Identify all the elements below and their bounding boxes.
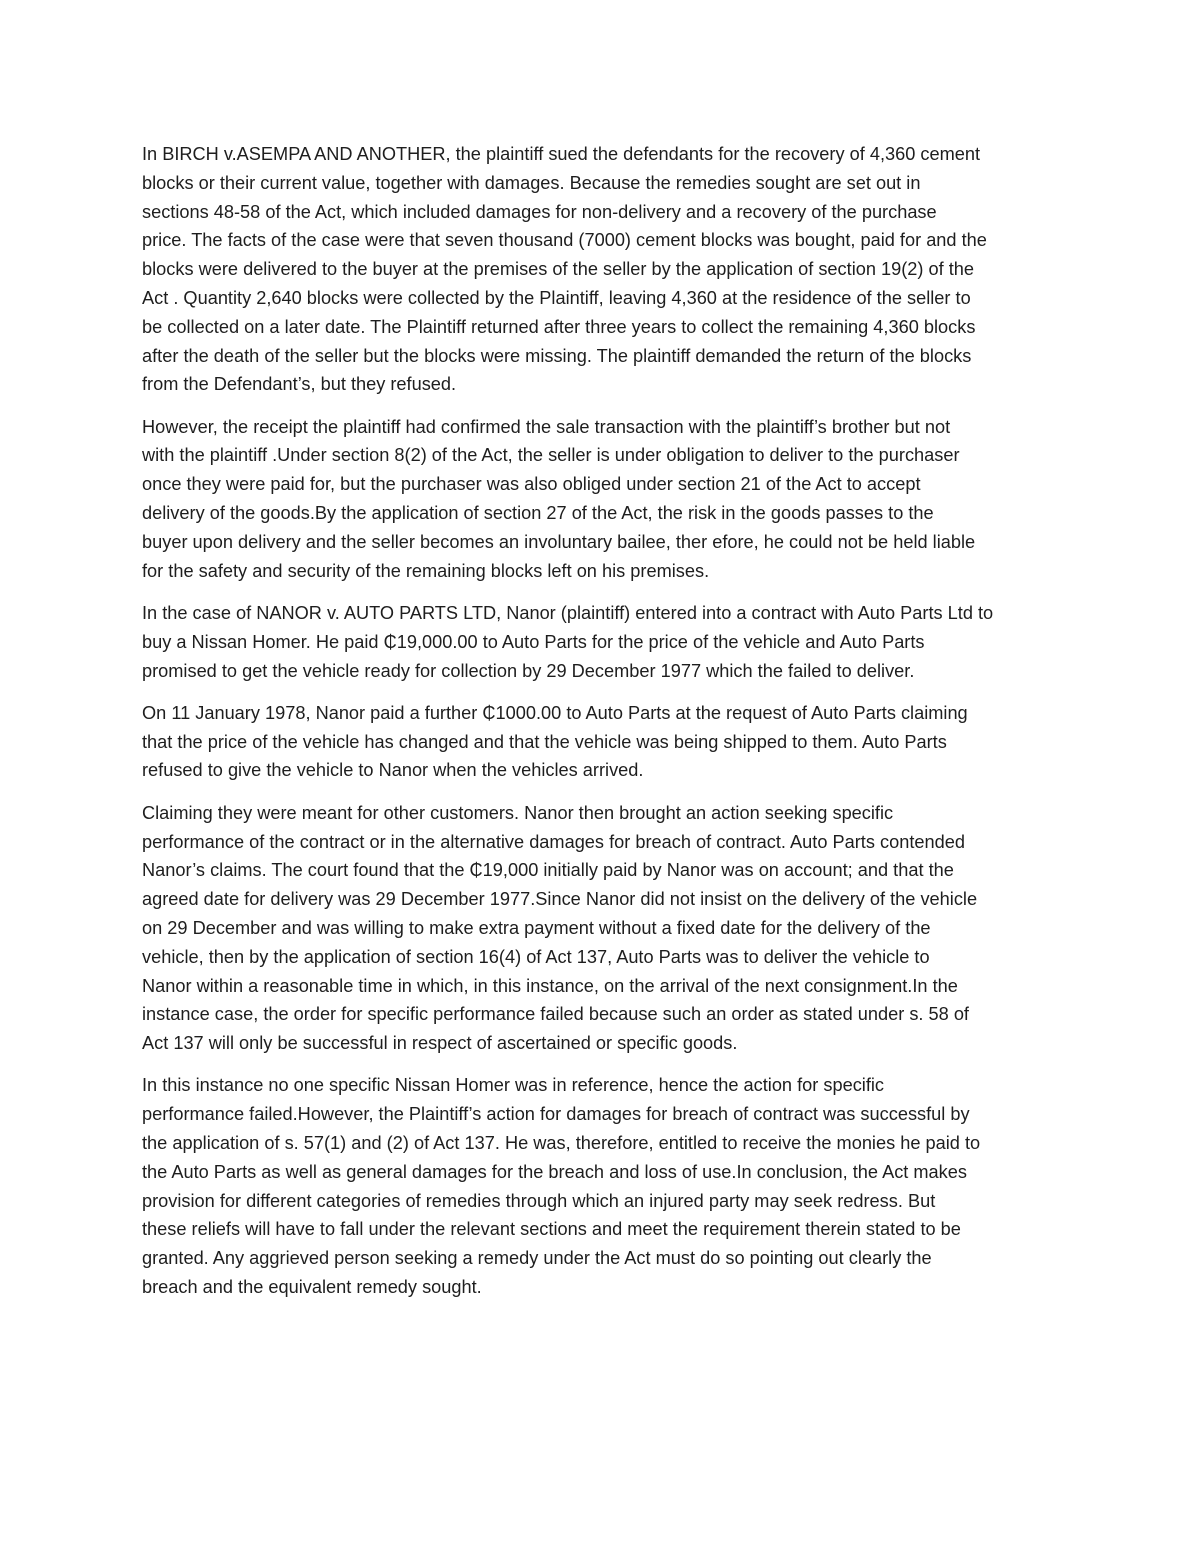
text-line: buyer upon delivery and the seller becomes an involuntary bailee, ther efore, he could not be held liable [142,531,976,552]
document-body [142,140,1066,1315]
text-line: after the death of the seller but the blocks were missing. The plaintiff demanded the return of the blocks [142,345,972,366]
paragraph-nanor-v-auto-parts [142,599,1066,685]
text-line: provision for different categories of remedies through which an injured party may seek redress. But [142,1190,936,1211]
text-line: for the safety and security of the remaining blocks left on his premises. [142,560,710,581]
text-line: the Auto Parts as well as general damages for the breach and loss of use.In conclusion, the Act makes [142,1161,967,1182]
text-line: Act . Quantity 2,640 blocks were collected by the Plaintiff, leaving 4,360 at the residence of the seller to [142,287,971,308]
text-line: In BIRCH v.ASEMPA AND ANOTHER, the plaintiff sued the defendants for the recovery of 4,360 cement [142,144,981,164]
text-line: In the case of NANOR v. AUTO PARTS LTD, Nanor (plaintiff) entered into a contract with Auto Parts Ltd to [142,602,994,623]
text-line: Act 137 will only be successful in respect of ascertained or specific goods. [142,1033,738,1054]
text-line: On 11 January 1978, Nanor paid a further ₵1000.00 to Auto Parts at the request of Auto Parts claiming [142,702,968,723]
text-line: agreed date for delivery was 29 December 1977.Since Nanor did not insist on the delivery of the vehicle [142,889,978,910]
text-line: be collected on a later date. The Plaintiff returned after three years to collect the remaining 4,360 blocks [142,316,976,337]
text-line: the application of s. 57(1) and (2) of Act 137. He was, therefore, entitled to receive the monies he paid to [142,1133,981,1153]
text-line: from the Defendant’s, but they refused. [142,374,457,395]
paragraph-conclusion [142,1071,1066,1301]
text-line: instance case, the order for specific performance failed because such an order as stated under s. 58 of [142,1004,969,1025]
paragraph-further-payment [142,699,1066,785]
text-line: buy a Nissan Homer. He paid ₵19,000.00 to Auto Parts for the price of the vehicle and Auto Parts [142,631,925,652]
text-line: delivery of the goods.By the application of section 27 of the Act, the risk in the goods passes to the [142,503,934,524]
text-line: Nanor’s claims. The court found that the ₵19,000 initially paid by Nanor was on account; and that the [142,860,954,881]
text-line: once they were paid for, but the purchaser was also obliged under section 21 of the Act to accept [142,474,921,495]
text-line: In this instance no one specific Nissan Homer was in reference, hence the action for specific [142,1075,885,1096]
text-line: However, the receipt the plaintiff had confirmed the sale transaction with the plaintiff’s brother but not [142,416,951,437]
text-line: blocks or their current value, together with damages. Because the remedies sought are set out in [142,172,921,193]
text-line: vehicle, then by the application of section 16(4) of Act 137, Auto Parts was to deliver the vehicle to [142,946,930,967]
text-line: on 29 December and was willing to make extra payment without a fixed date for the delivery of the [142,917,931,938]
text-line: these reliefs will have to fall under the relevant sections and meet the requirement therein stated to be [142,1219,961,1240]
text-line: with the plaintiff .Under section 8(2) of the Act, the seller is under obligation to deliver to the purchaser [142,445,960,466]
text-line: Nanor within a reasonable time in which, in this instance, on the arrival of the next consignment.In the [142,975,958,996]
text-line: sections 48-58 of the Act, which included damages for non-delivery and a recovery of the purchase [142,201,937,222]
paragraph-specific-performance-claim [142,799,1066,1058]
text-line: blocks were delivered to the buyer at the premises of the seller by the application of section 19(2) of the [142,259,975,280]
text-line: refused to give the vehicle to Nanor when the vehicles arrived. [142,760,644,781]
text-line: Claiming they were meant for other customers. Nanor then brought an action seeking specific [142,802,894,823]
text-line: granted. Any aggrieved person seeking a remedy under the Act must do so pointing out clearly the [142,1248,932,1269]
text-line: promised to get the vehicle ready for collection by 29 December 1977 which the failed to deliver. [142,660,915,681]
text-line: price. The facts of the case were that seven thousand (7000) cement blocks was bought, paid for and the [142,230,987,251]
paragraph-receipt-analysis [142,413,1066,586]
text-line: breach and the equivalent remedy sought. [142,1276,482,1297]
text-line: performance failed.However, the Plaintiff’s action for damages for breach of contract was successful by [142,1104,970,1125]
text-line: that the price of the vehicle has changed and that the vehicle was being shipped to them. Auto Parts [142,731,947,752]
paragraph-birch-v-asempa [142,140,1066,399]
text-line: performance of the contract or in the alternative damages for breach of contract. Auto Parts contended [142,831,965,852]
